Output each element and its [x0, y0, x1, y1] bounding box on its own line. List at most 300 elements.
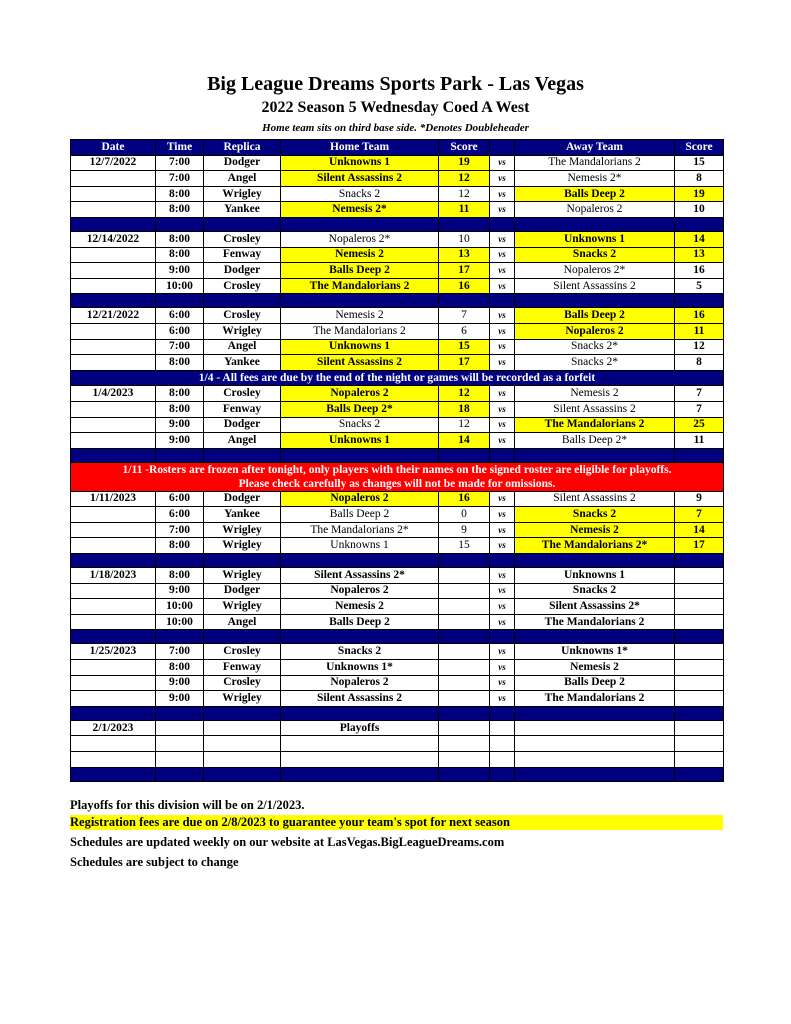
page-title: Big League Dreams Sports Park - Las Vegas [207, 73, 584, 95]
vs-cell [490, 736, 515, 752]
home-team-cell: Nopaleros 2 [281, 491, 439, 507]
home-team-cell: The Mandalorians 2 [281, 278, 439, 294]
separator-cell [204, 767, 281, 781]
time-cell [156, 736, 204, 752]
away-score-cell: 7 [675, 401, 724, 417]
vs-cell: vs [490, 339, 515, 355]
date-cell: 12/21/2022 [71, 308, 156, 324]
week-separator-row [71, 217, 724, 231]
replica-field-cell: Wrigley [204, 538, 281, 554]
vs-cell: vs [490, 507, 515, 523]
week-separator-row [71, 294, 724, 308]
home-score-cell: 10 [439, 231, 490, 247]
away-score-cell [675, 644, 724, 660]
date-cell [71, 752, 156, 768]
separator-cell [515, 217, 675, 231]
game-row [71, 599, 724, 615]
replica-field-cell: Crosley [204, 231, 281, 247]
home-score-cell: 12 [439, 386, 490, 402]
game-row [71, 752, 724, 768]
week-separator-row [71, 448, 724, 462]
separator-cell [281, 217, 439, 231]
away-team-cell: Silent Assassins 2 [515, 401, 675, 417]
separator-cell [71, 630, 156, 644]
away-score-cell: 8 [675, 171, 724, 187]
vs-cell: vs [490, 538, 515, 554]
away-score-cell [675, 752, 724, 768]
separator-cell [490, 554, 515, 568]
away-score-cell: 14 [675, 231, 724, 247]
replica-field-cell: Dodger [204, 491, 281, 507]
replica-field-cell: Crosley [204, 308, 281, 324]
home-score-cell: 0 [439, 507, 490, 523]
away-team-cell: Balls Deep 2 [515, 675, 675, 691]
separator-cell [675, 448, 724, 462]
home-score-cell: 16 [439, 491, 490, 507]
week-separator-row [71, 630, 724, 644]
replica-field-cell: Wrigley [204, 568, 281, 584]
game-row [71, 614, 724, 630]
separator-cell [515, 706, 675, 720]
replica-field-cell: Dodger [204, 263, 281, 279]
replica-field-cell: Dodger [204, 417, 281, 433]
home-team-cell: Nopaleros 2 [281, 386, 439, 402]
home-team-cell: The Mandalorians 2 [281, 323, 439, 339]
time-cell: 8:00 [156, 401, 204, 417]
home-score-cell [439, 691, 490, 707]
away-score-cell [675, 736, 724, 752]
game-row [71, 675, 724, 691]
away-team-cell: Balls Deep 2* [515, 433, 675, 449]
home-score-cell [439, 583, 490, 599]
home-score-cell [439, 675, 490, 691]
separator-cell [71, 706, 156, 720]
game-row [71, 355, 724, 371]
home-score-cell [439, 644, 490, 660]
date-cell [71, 675, 156, 691]
game-row [71, 568, 724, 584]
footer-registration-note: Registration fees are due on 2/8/2023 to guarantee your team's spot for next season [70, 815, 723, 830]
away-score-cell: 9 [675, 491, 724, 507]
vs-cell: vs [490, 583, 515, 599]
replica-field-cell: Angel [204, 433, 281, 449]
vs-cell: vs [490, 660, 515, 676]
game-row [71, 186, 724, 202]
fee-notice-row [71, 370, 724, 386]
replica-field-cell: Dodger [204, 155, 281, 171]
time-cell: 6:00 [156, 491, 204, 507]
date-cell [71, 339, 156, 355]
time-cell: 10:00 [156, 599, 204, 615]
separator-cell [675, 767, 724, 781]
vs-cell [490, 720, 515, 736]
game-row [71, 417, 724, 433]
away-score-cell: 12 [675, 339, 724, 355]
home-score-cell [439, 736, 490, 752]
vs-cell: vs [490, 568, 515, 584]
away-team-cell: Nemesis 2 [515, 386, 675, 402]
time-cell: 8:00 [156, 231, 204, 247]
separator-cell [490, 767, 515, 781]
away-score-cell: 8 [675, 355, 724, 371]
date-cell [71, 736, 156, 752]
time-cell: 8:00 [156, 355, 204, 371]
away-team-cell: Nemesis 2 [515, 522, 675, 538]
time-cell: 8:00 [156, 386, 204, 402]
game-row [71, 155, 724, 171]
home-team-cell: Snacks 2 [281, 186, 439, 202]
home-team-cell: Snacks 2 [281, 644, 439, 660]
vs-cell: vs [490, 691, 515, 707]
time-cell: 9:00 [156, 433, 204, 449]
separator-cell [156, 217, 204, 231]
home-team-cell: Unknowns 1 [281, 433, 439, 449]
game-row [71, 583, 724, 599]
home-score-cell: 16 [439, 278, 490, 294]
home-team-cell: Silent Assassins 2* [281, 568, 439, 584]
vs-cell: vs [490, 186, 515, 202]
away-score-cell: 15 [675, 155, 724, 171]
home-team-cell: Snacks 2 [281, 417, 439, 433]
time-cell: 8:00 [156, 247, 204, 263]
home-team-cell: Unknowns 1* [281, 660, 439, 676]
vs-cell: vs [490, 644, 515, 660]
date-cell [71, 323, 156, 339]
vs-cell: vs [490, 675, 515, 691]
away-score-cell [675, 599, 724, 615]
vs-cell: vs [490, 491, 515, 507]
home-score-cell: 14 [439, 433, 490, 449]
date-cell [71, 583, 156, 599]
replica-field-cell: Crosley [204, 278, 281, 294]
vs-cell: vs [490, 202, 515, 218]
home-team-cell: Playoffs [281, 720, 439, 736]
game-row [71, 386, 724, 402]
time-cell [156, 752, 204, 768]
separator-cell [439, 448, 490, 462]
game-row [71, 308, 724, 324]
home-team-cell: Nemesis 2 [281, 599, 439, 615]
away-team-cell: The Mandalorians 2 [515, 417, 675, 433]
vs-cell: vs [490, 386, 515, 402]
home-team-cell: Unknowns 1 [281, 538, 439, 554]
home-team-cell: Balls Deep 2 [281, 507, 439, 523]
vs-cell [490, 752, 515, 768]
date-cell: 2/1/2023 [71, 720, 156, 736]
schedule-body [71, 155, 724, 781]
away-team-cell: Balls Deep 2 [515, 186, 675, 202]
separator-cell [71, 554, 156, 568]
game-row [71, 691, 724, 707]
time-cell: 8:00 [156, 202, 204, 218]
date-cell [71, 433, 156, 449]
separator-cell [156, 767, 204, 781]
vs-cell: vs [490, 355, 515, 371]
away-score-cell: 17 [675, 538, 724, 554]
time-cell: 9:00 [156, 691, 204, 707]
separator-cell [71, 217, 156, 231]
separator-cell [71, 294, 156, 308]
week-separator-row [71, 767, 724, 781]
separator-cell [439, 554, 490, 568]
page-subtitle: 2022 Season 5 Wednesday Coed A West [261, 99, 530, 116]
separator-cell [281, 554, 439, 568]
separator-cell [675, 554, 724, 568]
separator-cell [204, 554, 281, 568]
home-score-cell: 7 [439, 308, 490, 324]
vs-cell: vs [490, 599, 515, 615]
away-team-cell [515, 736, 675, 752]
separator-cell [439, 767, 490, 781]
away-score-cell: 16 [675, 263, 724, 279]
home-score-cell: 12 [439, 417, 490, 433]
home-score-cell [439, 568, 490, 584]
date-cell [71, 202, 156, 218]
away-score-cell: 19 [675, 186, 724, 202]
time-cell: 7:00 [156, 155, 204, 171]
time-cell: 9:00 [156, 583, 204, 599]
home-score-cell [439, 599, 490, 615]
away-score-cell: 25 [675, 417, 724, 433]
replica-field-cell: Wrigley [204, 186, 281, 202]
away-score-cell [675, 691, 724, 707]
home-score-cell: 17 [439, 355, 490, 371]
time-cell: 9:00 [156, 263, 204, 279]
home-team-cell [281, 752, 439, 768]
replica-field-cell: Fenway [204, 401, 281, 417]
home-score-cell [439, 660, 490, 676]
replica-field-cell [204, 720, 281, 736]
away-team-cell: Snacks 2 [515, 247, 675, 263]
home-score-cell: 17 [439, 263, 490, 279]
date-cell [71, 691, 156, 707]
home-score-cell: 12 [439, 186, 490, 202]
away-team-cell: Nopaleros 2 [515, 323, 675, 339]
replica-field-cell: Wrigley [204, 691, 281, 707]
separator-cell [439, 217, 490, 231]
away-team-cell [515, 720, 675, 736]
vs-cell: vs [490, 433, 515, 449]
home-score-cell [439, 752, 490, 768]
away-score-cell [675, 720, 724, 736]
vs-cell: vs [490, 417, 515, 433]
date-cell [71, 247, 156, 263]
game-row [71, 231, 724, 247]
away-score-cell: 11 [675, 433, 724, 449]
footer-website-note: Schedules are updated weekly on our website at LasVegas.BigLeagueDreams.com [70, 835, 505, 849]
replica-field-cell: Yankee [204, 202, 281, 218]
game-row [71, 202, 724, 218]
separator-cell [204, 217, 281, 231]
home-score-cell [439, 720, 490, 736]
time-cell: 6:00 [156, 507, 204, 523]
replica-field-cell: Wrigley [204, 522, 281, 538]
date-cell: 12/7/2022 [71, 155, 156, 171]
replica-field-cell: Wrigley [204, 323, 281, 339]
separator-cell [204, 706, 281, 720]
away-team-cell: The Mandalorians 2 [515, 155, 675, 171]
separator-cell [156, 630, 204, 644]
game-row [71, 339, 724, 355]
replica-field-cell: Crosley [204, 386, 281, 402]
separator-cell [281, 630, 439, 644]
separator-cell [156, 294, 204, 308]
col-header-away-team: Away Team [515, 140, 675, 156]
time-cell [156, 720, 204, 736]
separator-cell [490, 630, 515, 644]
away-team-cell: Silent Assassins 2 [515, 278, 675, 294]
separator-cell [515, 448, 675, 462]
date-cell: 1/18/2023 [71, 568, 156, 584]
away-team-cell: Snacks 2* [515, 339, 675, 355]
away-team-cell: Unknowns 1* [515, 644, 675, 660]
separator-cell [204, 630, 281, 644]
game-row [71, 401, 724, 417]
game-row [71, 247, 724, 263]
home-score-cell: 19 [439, 155, 490, 171]
vs-cell: vs [490, 231, 515, 247]
date-cell: 1/4/2023 [71, 386, 156, 402]
col-header-time: Time [156, 140, 204, 156]
game-row [71, 522, 724, 538]
week-separator-row [71, 554, 724, 568]
home-team-cell: Balls Deep 2* [281, 401, 439, 417]
time-cell: 8:00 [156, 538, 204, 554]
time-cell: 8:00 [156, 186, 204, 202]
away-score-cell: 5 [675, 278, 724, 294]
date-cell [71, 660, 156, 676]
home-team-cell: Silent Assassins 2 [281, 691, 439, 707]
separator-cell [439, 706, 490, 720]
separator-cell [281, 294, 439, 308]
vs-cell: vs [490, 401, 515, 417]
roster-notice-cell [71, 462, 724, 491]
week-separator-row [71, 706, 724, 720]
separator-cell [156, 706, 204, 720]
replica-field-cell: Dodger [204, 583, 281, 599]
separator-cell [281, 767, 439, 781]
roster-notice-row [71, 462, 724, 491]
replica-field-cell: Fenway [204, 247, 281, 263]
vs-cell: vs [490, 247, 515, 263]
away-team-cell: Nemesis 2 [515, 660, 675, 676]
home-score-cell: 18 [439, 401, 490, 417]
away-score-cell [675, 568, 724, 584]
time-cell: 7:00 [156, 339, 204, 355]
vs-cell: vs [490, 263, 515, 279]
home-team-cell: Nemesis 2 [281, 308, 439, 324]
away-team-cell: Snacks 2* [515, 355, 675, 371]
away-score-cell: 7 [675, 507, 724, 523]
away-team-cell: Snacks 2 [515, 507, 675, 523]
vs-cell: vs [490, 614, 515, 630]
away-team-cell: Nopaleros 2 [515, 202, 675, 218]
away-team-cell: The Mandalorians 2 [515, 691, 675, 707]
away-score-cell: 11 [675, 323, 724, 339]
time-cell: 7:00 [156, 171, 204, 187]
home-score-cell: 13 [439, 247, 490, 263]
separator-cell [515, 554, 675, 568]
game-row [71, 538, 724, 554]
away-team-cell: The Mandalorians 2* [515, 538, 675, 554]
date-cell [71, 614, 156, 630]
time-cell: 7:00 [156, 522, 204, 538]
vs-cell: vs [490, 522, 515, 538]
away-team-cell: Silent Assassins 2 [515, 491, 675, 507]
col-header-replica: Replica [204, 140, 281, 156]
home-team-cell: Unknowns 1 [281, 155, 439, 171]
home-team-cell: Balls Deep 2 [281, 614, 439, 630]
game-row [71, 278, 724, 294]
time-cell: 6:00 [156, 308, 204, 324]
replica-field-cell: Yankee [204, 507, 281, 523]
home-team-cell: Nopaleros 2 [281, 583, 439, 599]
col-header-vs [490, 140, 515, 156]
separator-cell [439, 630, 490, 644]
col-header-home-score: Score [439, 140, 490, 156]
home-team-cell: Unknowns 1 [281, 339, 439, 355]
time-cell: 10:00 [156, 278, 204, 294]
date-cell [71, 171, 156, 187]
home-team-cell: Balls Deep 2 [281, 263, 439, 279]
replica-field-cell: Angel [204, 614, 281, 630]
fee-notice-text: 1/4 - All fees are due by the end of the night or games will be recorded as a forfeit [71, 370, 724, 386]
schedule-table [70, 139, 724, 782]
date-cell: 1/25/2023 [71, 644, 156, 660]
separator-cell [439, 294, 490, 308]
separator-cell [490, 448, 515, 462]
away-score-cell: 7 [675, 386, 724, 402]
vs-cell: vs [490, 278, 515, 294]
separator-cell [675, 630, 724, 644]
date-cell: 12/14/2022 [71, 231, 156, 247]
table-header-row [71, 140, 724, 156]
home-team-cell [281, 736, 439, 752]
replica-field-cell: Yankee [204, 355, 281, 371]
vs-cell: vs [490, 155, 515, 171]
away-team-cell: Snacks 2 [515, 583, 675, 599]
away-score-cell: 14 [675, 522, 724, 538]
separator-cell [490, 217, 515, 231]
home-score-cell [439, 614, 490, 630]
away-score-cell: 10 [675, 202, 724, 218]
game-row [71, 644, 724, 660]
away-team-cell: Nopaleros 2* [515, 263, 675, 279]
away-score-cell: 13 [675, 247, 724, 263]
date-cell [71, 263, 156, 279]
home-team-cell: Silent Assassins 2 [281, 355, 439, 371]
separator-cell [71, 767, 156, 781]
away-team-cell: Unknowns 1 [515, 568, 675, 584]
replica-field-cell: Crosley [204, 644, 281, 660]
separator-cell [515, 294, 675, 308]
roster-notice-line2: Please check carefully as changes will not be made for omissions. [238, 477, 556, 490]
away-score-cell: 16 [675, 308, 724, 324]
separator-cell [515, 630, 675, 644]
time-cell: 10:00 [156, 614, 204, 630]
home-score-cell: 11 [439, 202, 490, 218]
separator-cell [675, 217, 724, 231]
time-cell: 9:00 [156, 675, 204, 691]
game-row [71, 736, 724, 752]
separator-cell [490, 706, 515, 720]
game-row [71, 491, 724, 507]
date-cell [71, 186, 156, 202]
date-cell [71, 599, 156, 615]
separator-cell [156, 448, 204, 462]
away-score-cell [675, 583, 724, 599]
home-team-cell: Nemesis 2* [281, 202, 439, 218]
